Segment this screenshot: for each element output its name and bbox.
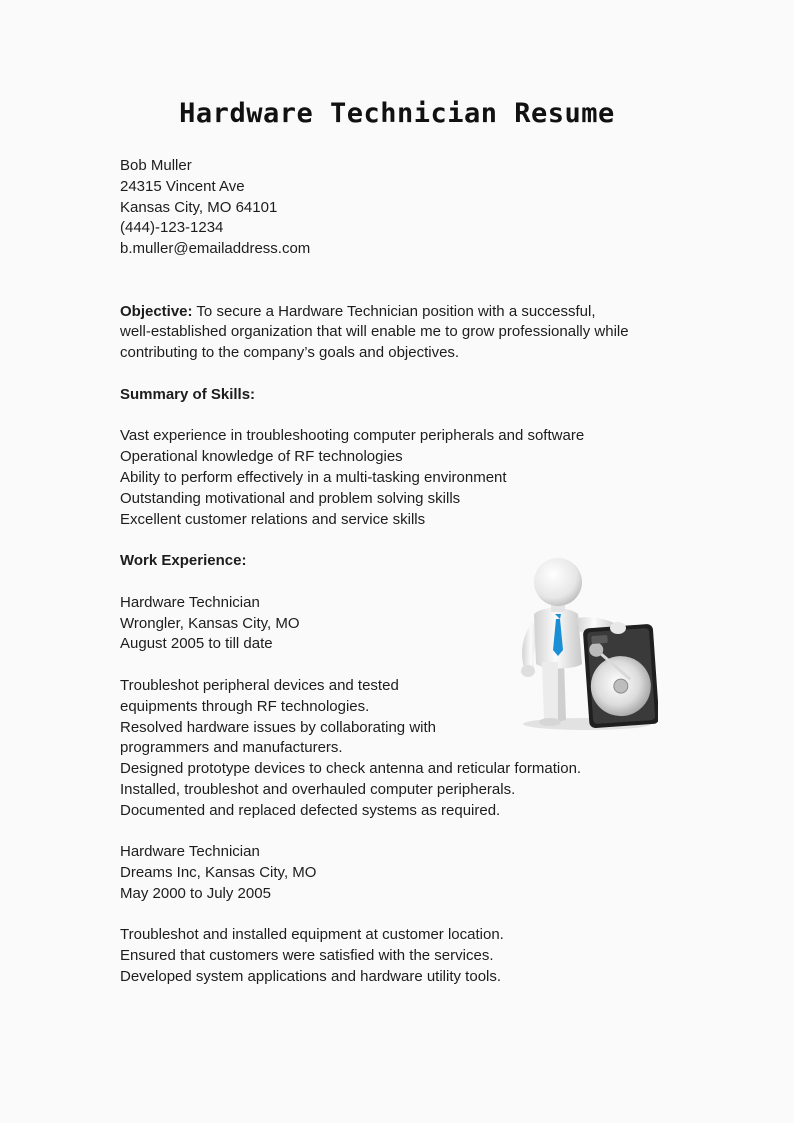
contact-name: Bob Muller bbox=[120, 157, 192, 174]
job-duty: equipments through RF technologies. bbox=[120, 697, 370, 715]
page-title: Hardware Technician Resume bbox=[179, 98, 615, 129]
job-duty: Installed, troubleshot and overhauled computer peripherals. bbox=[120, 780, 516, 798]
job-company: Wrongler, Kansas City, MO bbox=[120, 614, 300, 632]
job-company: Dreams Inc, Kansas City, MO bbox=[120, 864, 317, 882]
contact-phone: (444)-123-1234 bbox=[120, 219, 224, 237]
figure-with-hard-drive-icon bbox=[512, 552, 658, 732]
skill-item: Outstanding motivational and problem solving skills bbox=[120, 489, 461, 507]
objective-label: Objective: bbox=[120, 302, 193, 320]
job-duty: Troubleshot and installed equipment at customer location. bbox=[120, 926, 504, 944]
contact-address: 24315 Vincent Ave bbox=[120, 177, 245, 195]
job-duty: programmers and manufacturers. bbox=[120, 739, 343, 757]
contact-email: b.muller@emailaddress.com bbox=[120, 240, 311, 258]
objective-section bbox=[120, 302, 680, 364]
contact-city: Kansas City, MO 64101 bbox=[120, 198, 278, 216]
job-entry bbox=[120, 842, 680, 988]
objective-text-line-1: To secure a Hardware Technician position with a successful, bbox=[192, 302, 596, 320]
job-duty: Resolved hardware issues by collaborating with bbox=[120, 718, 436, 736]
skills-section bbox=[120, 385, 680, 531]
job-duty: Designed prototype devices to check antenna and reticular formation. bbox=[120, 760, 582, 778]
job-dates: August 2005 to till date bbox=[120, 635, 273, 653]
job-dates: May 2000 to July 2005 bbox=[120, 884, 271, 902]
job-duty: Ensured that customers were satisfied with the services. bbox=[120, 947, 494, 965]
job-title: Hardware Technician bbox=[120, 593, 260, 611]
objective-text-line-2: well-established organization that will enable me to grow professionally while bbox=[120, 323, 629, 341]
skill-item: Operational knowledge of RF technologies bbox=[120, 448, 403, 466]
skills-heading: Summary of Skills: bbox=[120, 385, 256, 403]
contact-block bbox=[120, 156, 680, 260]
objective-text-line-3: contributing to the company’s goals and objectives. bbox=[120, 344, 460, 362]
experience-heading: Work Experience: bbox=[120, 552, 247, 570]
job-duty: Troubleshot peripheral devices and tested bbox=[120, 676, 399, 694]
job-duty: Documented and replaced defected systems as required. bbox=[120, 801, 501, 819]
skill-item: Excellent customer relations and service skills bbox=[120, 510, 426, 528]
job-duty: Developed system applications and hardware utility tools. bbox=[120, 968, 502, 986]
skill-item: Vast experience in troubleshooting computer peripherals and software bbox=[120, 427, 585, 445]
skill-item: Ability to perform effectively in a multi-tasking environment bbox=[120, 468, 507, 486]
job-title: Hardware Technician bbox=[120, 843, 260, 861]
